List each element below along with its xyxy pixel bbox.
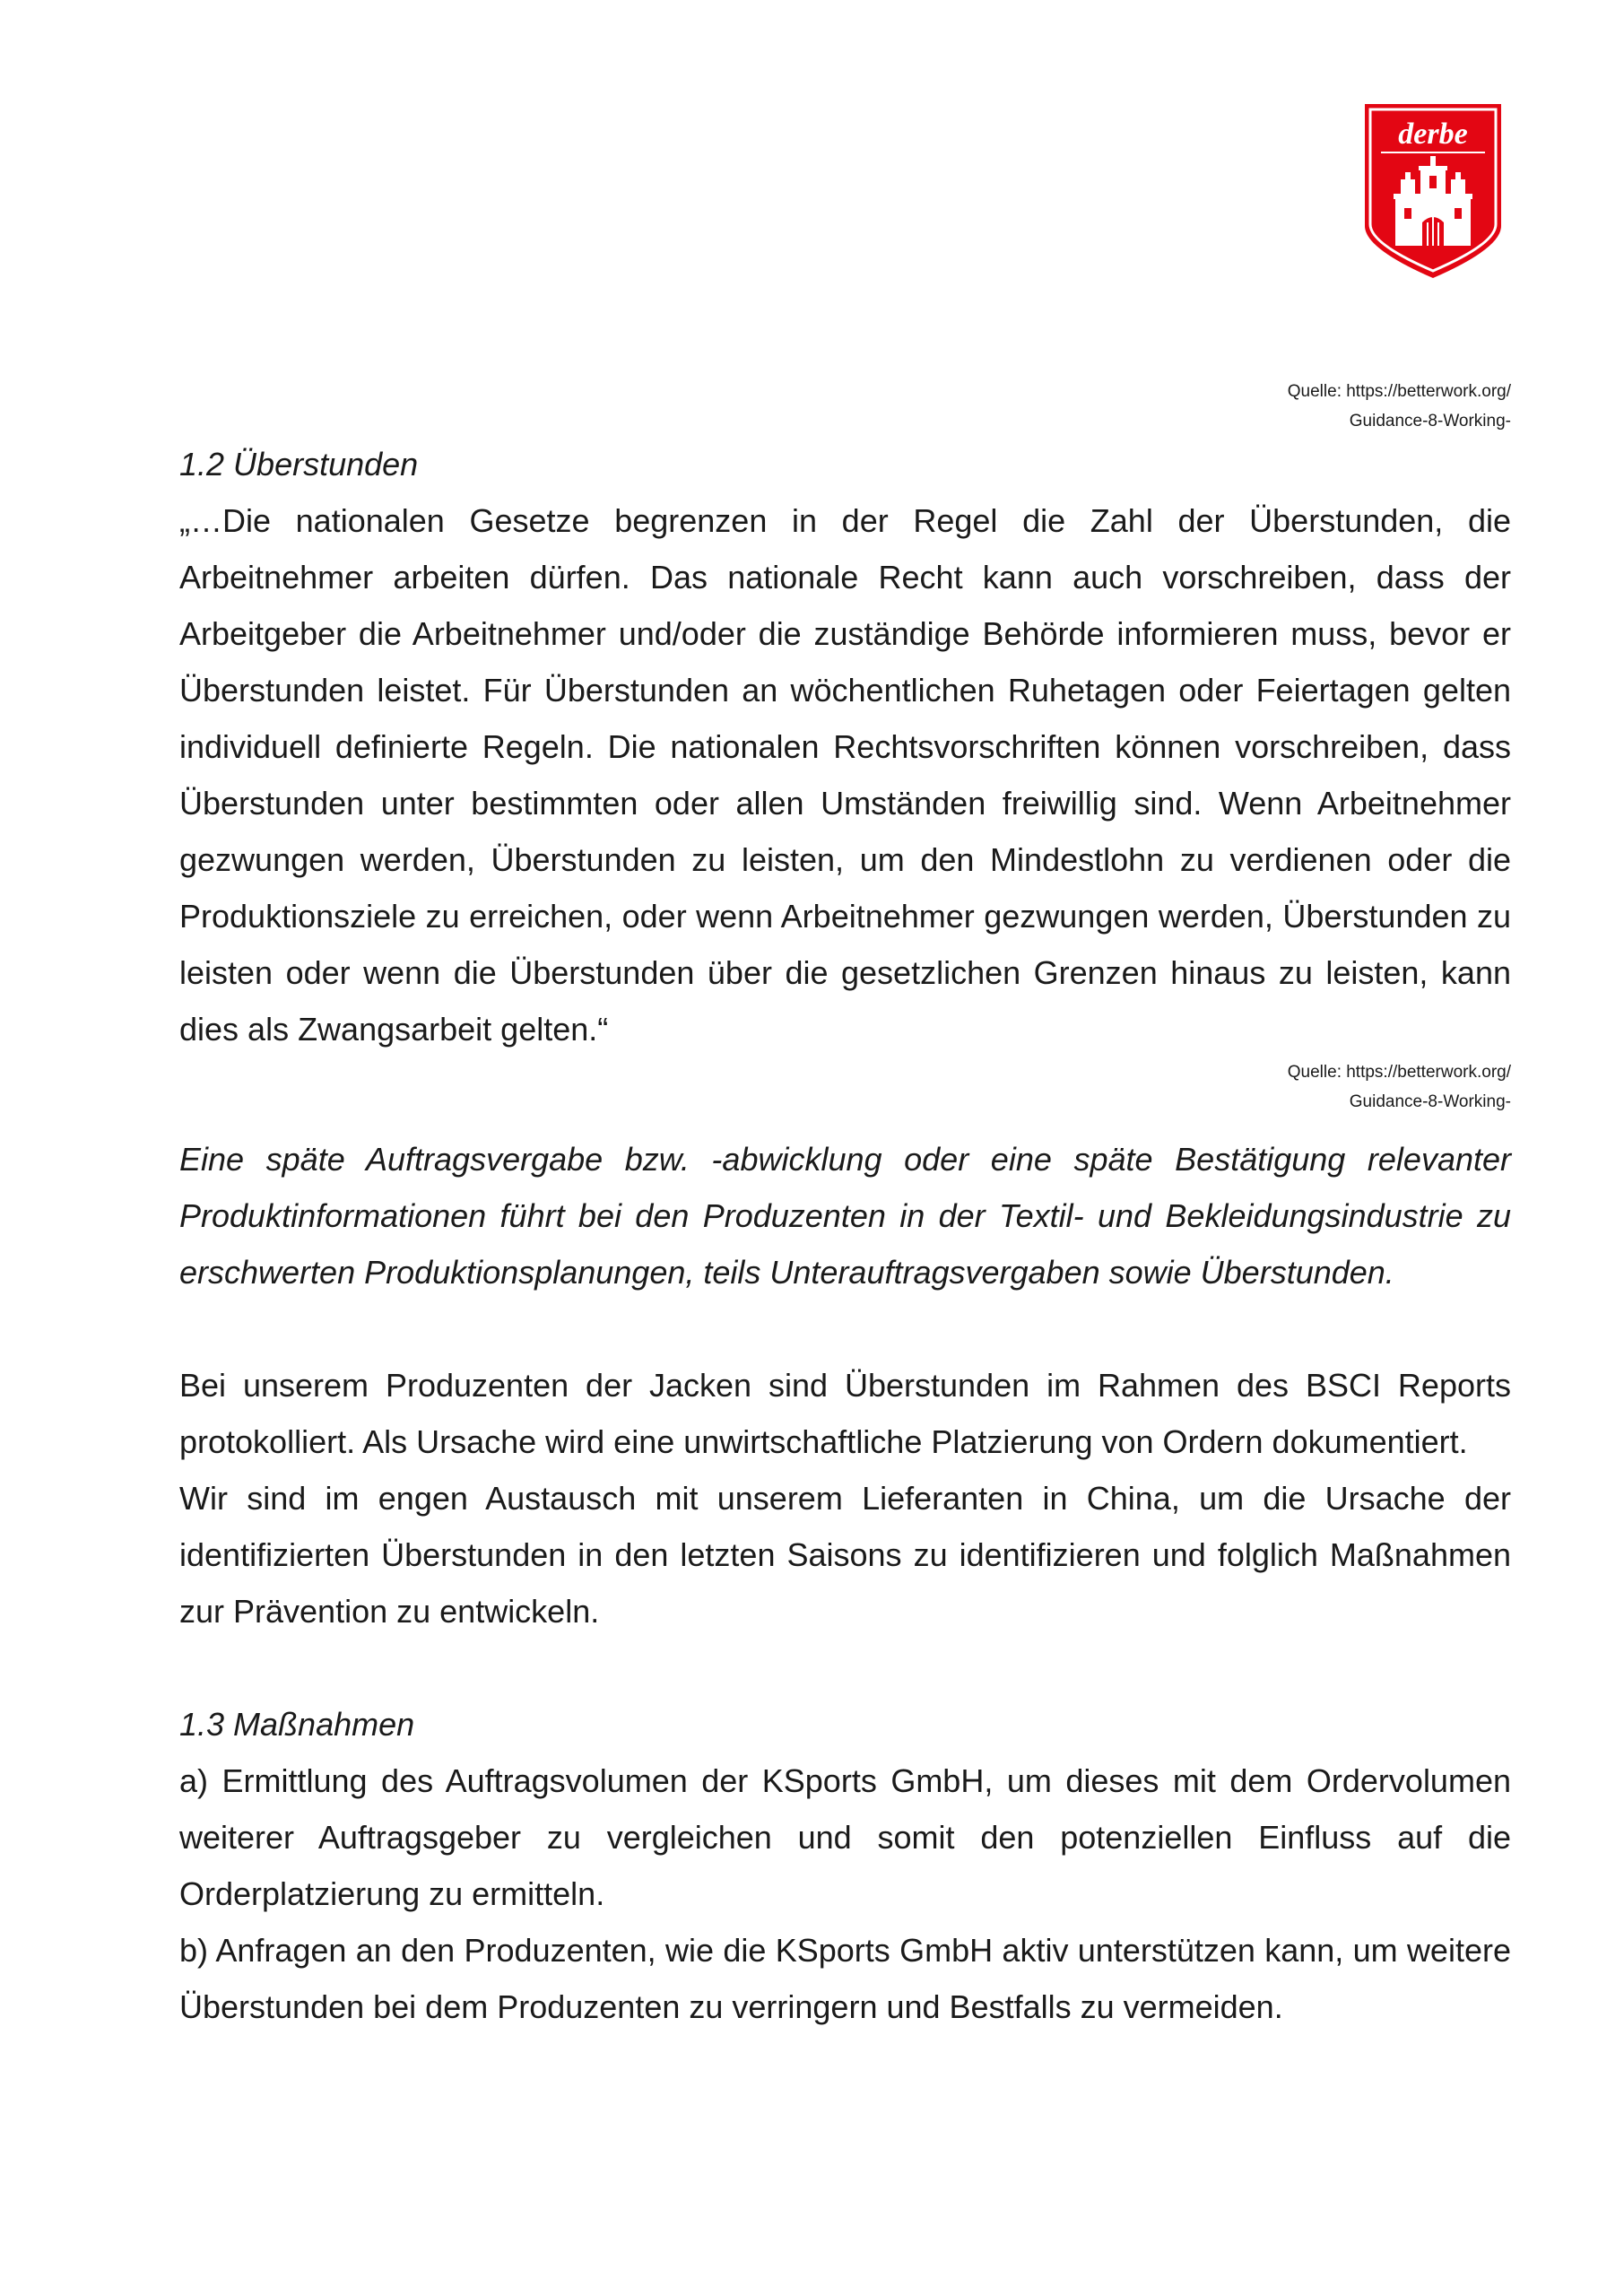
section-heading-ueberstunden: 1.2 Überstunden: [179, 446, 419, 483]
source-line-1[interactable]: Quelle: https://betterwork.org/: [1287, 1063, 1511, 1082]
measure-item-a: a) Ermittlung des Auftragsvolumen der KSports GmbH, um dieses mit dem Ordervolumen weiterer Auftragsgeber zu vergleichen und somit den potenziellen Einfluss auf die Orderplatzierung zu ermitteln.: [179, 1762, 1511, 1912]
svg-text:derbe: derbe: [1398, 117, 1468, 151]
derbe-shield-icon: [1361, 100, 1505, 282]
jackets-paragraph-2: Wir sind im engen Austausch mit unserem Lieferanten in China, um die Ursache der identifizierten Überstunden in den letzten Saisons zu identifizieren und folglich Maßnahmen zur Prävention zu entwickeln.: [179, 1480, 1511, 1630]
measure-item-b: b) Anfragen an den Produzenten, wie die KSports GmbH aktiv unterstützen kann, um weitere Überstunden bei dem Produzenten zu verringern und Bestfalls zu vermeiden.: [179, 1932, 1511, 2025]
source-line-1[interactable]: Quelle: https://betterwork.org/: [1287, 382, 1511, 401]
jackets-paragraph-1: Bei unserem Produzenten der Jacken sind Überstunden im Rahmen des BSCI Reports protokolliert. Als Ursache wird eine unwirtschaftliche Platzierung von Ordern dokumentiert.: [179, 1367, 1511, 1460]
source-citation: [179, 377, 1511, 436]
source-citation: [179, 1057, 1511, 1117]
quote-paragraph: „…Die nationalen Gesetze begrenzen in der Regel die Zahl der Überstunden, die Arbeitnehmer arbeiten dürfen. Das nationale Recht kann auch vorschreiben, dass der Arbeitgeber die Arbeitnehmer und/oder die zuständige Behörde informieren muss, bevor er Überstunden leistet. Für Überstunden an wöchentlichen Ruhetagen oder Feiertagen gelten individuell definierte Regeln. Die nationalen Rechtsvorschriften können vorschreiben, dass Überstunden unter bestimmten oder allen Umständen freiwillig sind. Wenn Arbeitnehmer gezwungen werden, Überstunden zu leisten, um den Mindestlohn zu verdienen oder die Produktionsziele zu erreichen, oder wenn Arbeitnehmer gezwungen werden, Überstunden zu leisten oder wenn die Überstunden über die gesetzlichen Grenzen hinaus zu leisten, kann dies als Zwangsarbeit gelten.“: [179, 502, 1511, 1048]
document-page: [179, 377, 1511, 2035]
derbe-logo: [1361, 100, 1505, 282]
source-line-2: Guidance-8-Working-: [1349, 412, 1511, 430]
source-line-2: Guidance-8-Working-: [1349, 1092, 1511, 1111]
section-heading-massnahmen: 1.3 Maßnahmen: [179, 1706, 415, 1743]
italic-paragraph: Eine späte Auftragsvergabe bzw. -abwicklung oder eine späte Bestätigung relevanter Produktinformationen führt bei den Produzenten in der Textil- und Bekleidungsindustrie zu erschwerten Produktionsplanungen, teils Unterauftragsvergaben sowie Überstunden.: [179, 1141, 1511, 1291]
